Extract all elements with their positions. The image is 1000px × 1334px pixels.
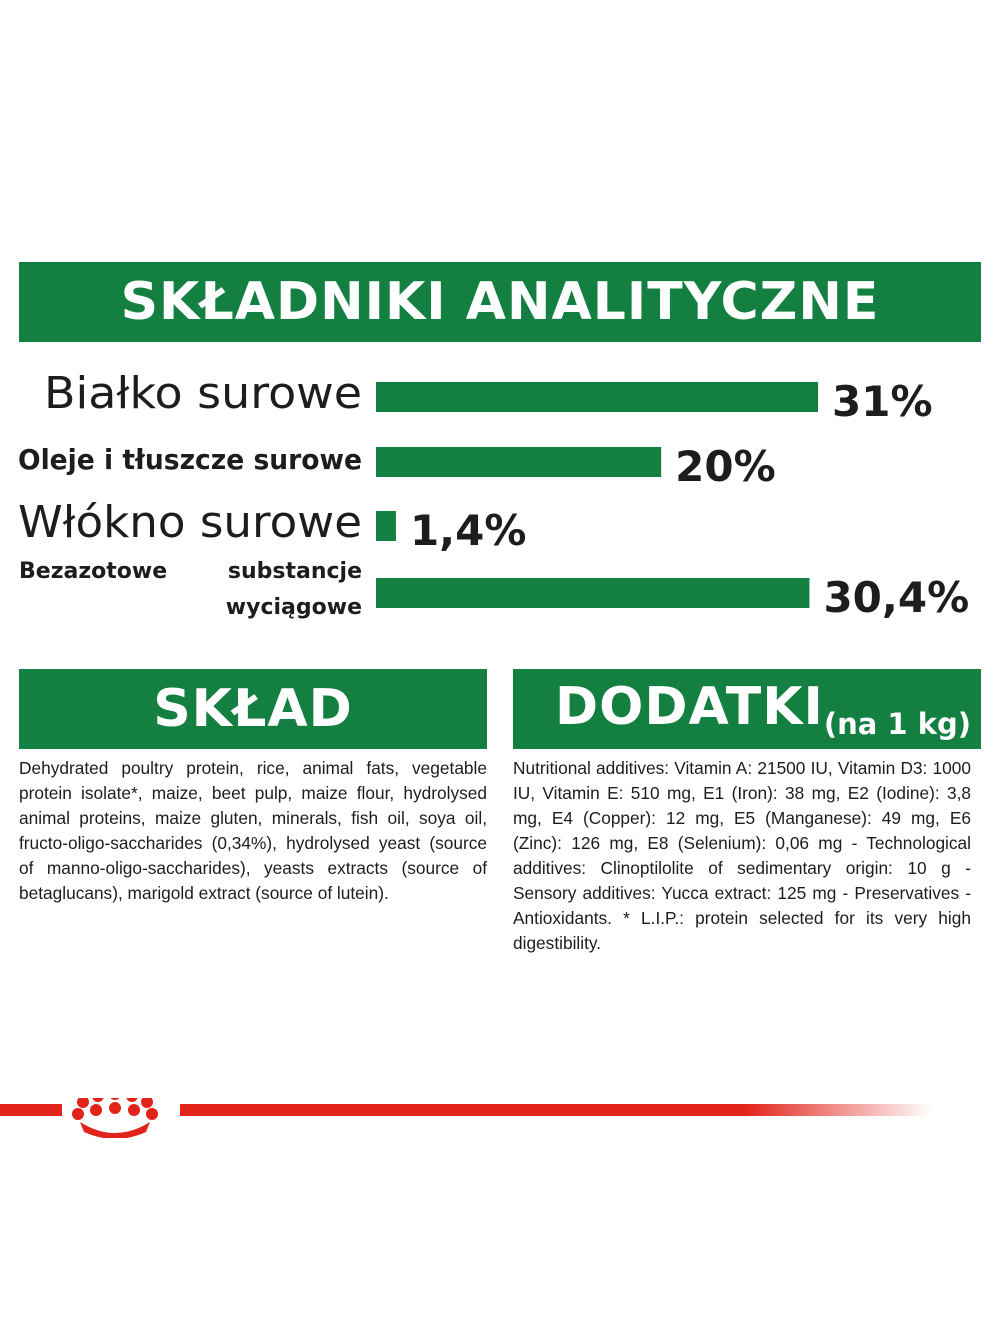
- composition-banner: [19, 669, 487, 749]
- royal-crown-logo-icon: [72, 1098, 158, 1138]
- category-label-1: Białko surowe: [44, 368, 362, 419]
- category-label-4-line1-left: Bezazotowe: [19, 559, 168, 584]
- bar-value-label-4: 30,4%: [823, 573, 970, 622]
- bar-3: [376, 511, 396, 541]
- analytic-constituents-title: SKŁADNIKI ANALITYCZNE: [120, 272, 880, 332]
- brand-stripe-right: [180, 1104, 932, 1116]
- additives-banner: [513, 669, 981, 749]
- analytic-constituents-banner: [19, 262, 981, 342]
- bar-4: [376, 578, 809, 608]
- bar-value-label-2: 20%: [675, 442, 776, 491]
- bar-value-label-1: 31%: [832, 377, 933, 426]
- additives-subtitle: (na 1 kg): [823, 707, 971, 741]
- bar-value-label-3: 1,4%: [409, 506, 527, 555]
- bar-1: [376, 382, 818, 412]
- category-label-4-line2: wyciągowe: [225, 595, 362, 620]
- category-label-2: Oleje i tłuszcze surowe: [18, 443, 362, 476]
- brand-footer: [0, 1098, 1000, 1138]
- bar-2: [376, 447, 661, 477]
- brand-stripe-left: [0, 1104, 62, 1116]
- composition-title: SKŁAD: [153, 679, 353, 739]
- analytic-constituents-chart: [0, 360, 1000, 630]
- category-label-3: Włókno surowe: [18, 497, 363, 548]
- category-label-4-line1-right: substancje: [227, 559, 362, 584]
- additives-title: DODATKI: [555, 677, 824, 737]
- additives-text: Nutritional additives: Vitamin A: 21500 IU, Vitamin D3: 1000 IU, Vitamin E: 510 mg, E1 (Iron): 38 mg, E2 (Iodine): 3,8 mg, E4 (Copper): 12 mg, E5 (Manganese): 49 mg, E6 (Zinc): 126 mg, E8 (Selenium): 0,06 mg - Technological additives: Clinoptilolite of sedimentary origin: 10 g - Sensory additives: Yucca extract: 125 mg - Preservatives - Antioxidants. * L.I.P.: protein selected for its very high digestibility.: [513, 758, 971, 953]
- composition-text: Dehydrated poultry protein, rice, animal fats, vegetable protein isolate*, maize, beet pulp, maize flour, hydrolysed animal proteins, maize gluten, minerals, fish oil, soya oil, fructo-oligo-saccharides (0,34%), hydrolysed yeast (source of manno-oligo-saccharides), yeasts extracts (source of betaglucans), marigold extract (source of lutein).: [19, 758, 487, 903]
